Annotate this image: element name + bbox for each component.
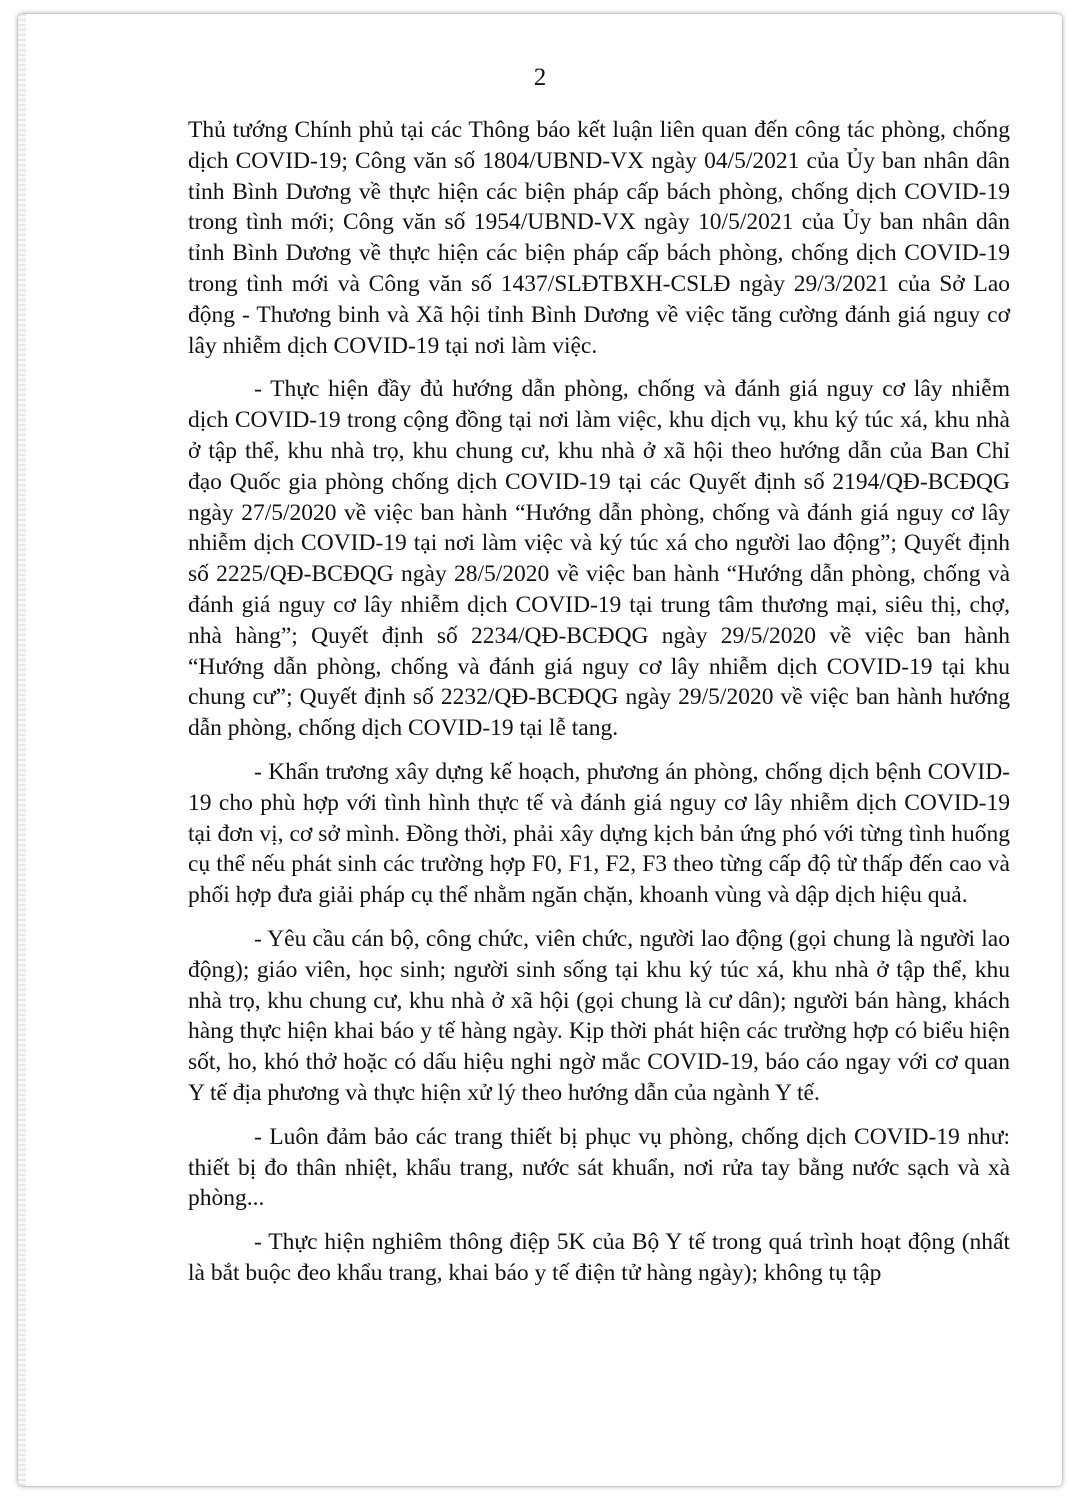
- paragraph-5: - Luôn đảm bảo các trang thiết bị phục vụ phòng, chống dịch COVID-19 như: thiết bị đo thân nhiệt, khẩu trang, nước sát khuẩn, nơi rửa tay bằng nước sạch và xà phòng...: [188, 1123, 1010, 1212]
- document-page: [18, 14, 1062, 1486]
- paragraph-4: - Yêu cầu cán bộ, công chức, viên chức, người lao động (gọi chung là người lao động); giáo viên, học sinh; người sinh sống tại khu ký túc xá, khu nhà ở tập thể, khu nhà trọ, khu chung cư, khu nhà ở xã hội (gọi chung là cư dân); người bán hàng, khách hàng thực hiện khai báo y tế hàng ngày. Kịp thời phát hiện các trường hợp có biểu hiện sốt, ho, khó thở hoặc có dấu hiệu nghi ngờ mắc COVID-19, báo cáo ngay với cơ quan Y tế địa phương và thực hiện xử lý theo hướng dẫn của ngành Y tế.: [188, 925, 1010, 1106]
- page-number: 2: [533, 64, 547, 91]
- document-body: [188, 115, 1010, 1289]
- paragraph-2: - Thực hiện đầy đủ hướng dẫn phòng, chống và đánh giá nguy cơ lây nhiễm dịch COVID-19 trong cộng đồng tại nơi làm việc, khu dịch vụ, khu ký túc xá, khu nhà ở tập thể, khu nhà trọ, khu chung cư, khu nhà ở xã hội theo hướng dẫn của Ban Chỉ đạo Quốc gia phòng chống dịch COVID-19 tại các Quyết định số 2194/QĐ-BCĐQG ngày 27/5/2020 về việc ban hành “Hướng dẫn phòng, chống và đánh giá nguy cơ lây nhiễm dịch COVID-19 tại nơi làm việc và ký túc xá cho người lao động”; Quyết định số 2225/QĐ-BCĐQG ngày 28/5/2020 về việc ban hành “Hướng dẫn phòng, chống và đánh giá nguy cơ lây nhiễm dịch COVID-19 tại trung tâm thương mại, siêu thị, chợ, nhà hàng”; Quyết định số 2234/QĐ-BCĐQG ngày 29/5/2020 về việc ban hành “Hướng dẫn phòng, chống và đánh giá nguy cơ lây nhiễm dịch COVID-19 tại khu chung cư”; Quyết định số 2232/QĐ-BCĐQG ngày 29/5/2020 về việc ban hành hướng dẫn phòng, chống dịch COVID-19 tại lễ tang.: [188, 376, 1010, 742]
- paragraph-6: - Thực hiện nghiêm thông điệp 5K của Bộ Y tế trong quá trình hoạt động (nhất là bắt buộc đeo khẩu trang, khai báo y tế điện tử hàng ngày); không tụ tập: [188, 1229, 1010, 1286]
- scan-edge: [18, 14, 26, 1486]
- paragraph-3: - Khẩn trương xây dựng kế hoạch, phương án phòng, chống dịch bệnh COVID-19 cho phù hợp với tình hình thực tế và đánh giá nguy cơ lây nhiễm dịch COVID-19 tại đơn vị, cơ sở mình. Đồng thời, phải xây dựng kịch bản ứng phó với từng tình huống cụ thể nếu phát sinh các trường hợp F0, F1, F2, F3 theo từng cấp độ từ thấp đến cao và phối hợp đưa giải pháp cụ thể nhằm ngăn chặn, khoanh vùng và dập dịch hiệu quả.: [188, 758, 1010, 909]
- paragraph-1: Thủ tướng Chính phủ tại các Thông báo kết luận liên quan đến công tác phòng, chống dịch COVID-19; Công văn số 1804/UBND-VX ngày 04/5/2021 của Ủy ban nhân dân tỉnh Bình Dương về thực hiện các biện pháp cấp bách phòng, chống dịch COVID-19 trong tình mới; Công văn số 1954/UBND-VX ngày 10/5/2021 của Ủy ban nhân dân tỉnh Bình Dương về thực hiện các biện pháp cấp bách phòng, chống dịch COVID-19 trong tình mới và Công văn số 1437/SLĐTBXH-CSLĐ ngày 29/3/2021 của Sở Lao động - Thương binh và Xã hội tỉnh Bình Dương về việc tăng cường đánh giá nguy cơ lây nhiễm dịch COVID-19 tại nơi làm việc.: [188, 117, 1010, 359]
